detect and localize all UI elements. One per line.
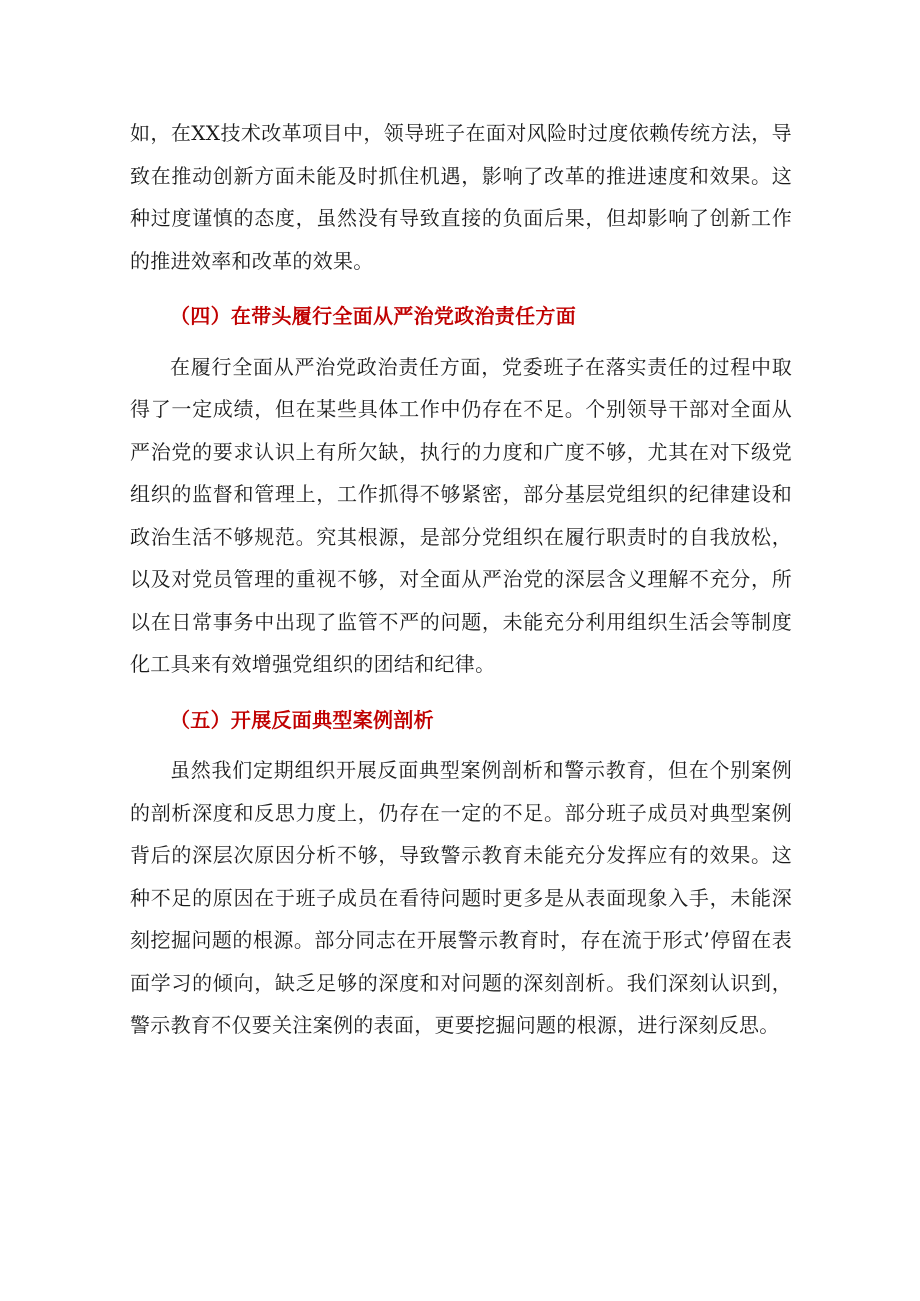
- paragraph-section-4: 在履行全面从严治党政治责任方面，党委班子在落实责任的过程中取得了一定成绩，但在某些具体工作中仍存在不足。个别领导干部对全面从严治党的要求认识上有所欠缺，执行的力度和广度不够，尤其在对下级党组织的监督和管理上，工作抓得不够紧密，部分基层党组织的纪律建设和政治生活不够规范。究其根源，是部分党组织在履行职责时的自我放松，以及对党员管理的重视不够，对全面从严治党的深层含义理解不充分，所以在日常事务中出现了监管不严的问题，未能充分利用组织生活会等制度化工具来有效增强党组织的团结和纪律。: [130, 354, 792, 676]
- document-body: [130, 112, 792, 1047]
- paragraph-continuation: 如，在XX技术改革项目中，领导班子在面对风险时过度依赖传统方法，导致在推动创新方面未能及时抓住机遇，影响了改革的推进速度和效果。这种过度谨慎的态度，虽然没有导致直接的负面后果，但却影响了创新工作的推进效率和改革的效果。: [130, 121, 792, 273]
- paragraph-section-5: 虽然我们定期组织开展反面典型案例剖析和警示教育，但在个别案例的剖析深度和反思力度上，仍存在一定的不足。部分班子成员对典型案例背后的深层次原因分析不够，导致警示教育未能充分发挥应有的效果。这种不足的原因在于班子成员在看待问题时更多是从表面现象入手，未能深刻挖掘问题的根源。部分同志在开展警示教育时，存在流于形式’停留在表面学习的倾向，缺乏足够的深度和对问题的深刻剖析。我们深刻认识到，警示教育不仅要关注案例的表面，更要挖掘问题的根源，进行深刻反思。: [130, 758, 792, 1037]
- section-heading-5: （五）开展反面典型案例剖析: [170, 707, 434, 732]
- section-heading-4: （四）在带头履行全面从严治党政治责任方面: [170, 304, 576, 328]
